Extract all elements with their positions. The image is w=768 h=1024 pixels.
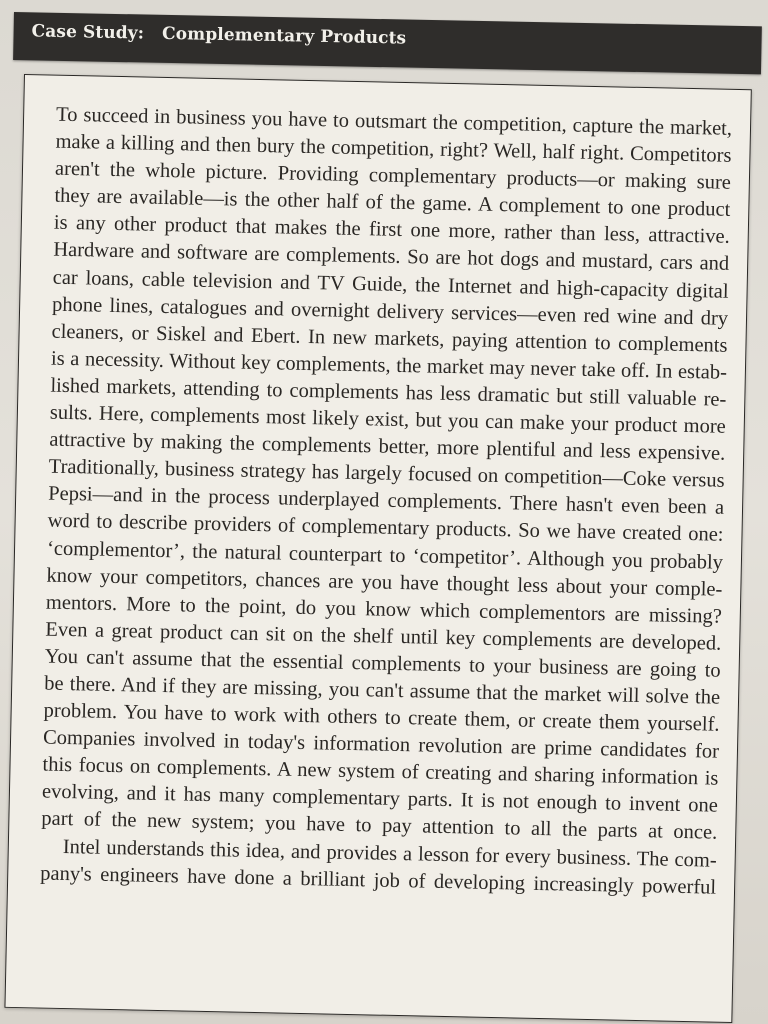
text-line: this focus on complements. A new system of creating and sharing information is <box>42 753 719 790</box>
text-line: car loans, cable television and TV Guide, the Internet and high-capacity digital <box>52 266 729 303</box>
text-line: You can't assume that the essential complements to your business are going to <box>44 645 721 682</box>
text-line: Hardware and software are complements. So are hot dogs and mustard, cars and <box>53 239 730 276</box>
text-line: part of the new system; you have to pay attention to all the parts at once. <box>41 807 718 845</box>
text-line: ‘complementor’, the natural counterpart to ‘competitor’. Although you probably <box>46 537 724 574</box>
text-line: they are available—is the other half of the game. A complement to one product <box>54 184 731 222</box>
text-line: aren't the whole picture. Providing complementary products—or making sure <box>54 157 732 195</box>
text-line: attractive by making the complements better, more plentiful and less expensive. <box>49 428 726 465</box>
text-line: Traditionally, business strategy has largely focused on competition—Coke versus <box>48 455 725 492</box>
text-line: phone lines, catalogues and overnight delivery services—even red wine and dry <box>51 293 729 330</box>
text-line: Even a great product can sit on the shelf until key complements are developed. <box>45 618 722 655</box>
text-line: Companies involved in today's information revolution are prime candidates for <box>42 726 720 763</box>
text-line: know your competitors, chances are you have thought less about your comple- <box>46 564 723 601</box>
text-line: is a necessity. Without key complements, the market may never take off. In estab- <box>50 347 728 384</box>
case-study-title: Case Study: Complementary Products <box>31 21 407 49</box>
text-line: To succeed in business you have to outsmart the competition, capture the market, <box>55 103 733 140</box>
case-study-header-bar <box>13 12 762 74</box>
text-line: lished markets, attending to complements has less dramatic but still valuable re- <box>50 374 727 411</box>
text-line: pany's engineers have done a brilliant job of developing increasingly powerful <box>40 862 717 899</box>
text-line: is any other product that makes the first one more, rather than less, attractive. <box>53 212 730 249</box>
text-line: mentors. More to the point, do you know which complementors are missing? <box>45 591 723 628</box>
text-line: word to describe providers of complementary products. So we have created one: <box>47 510 724 547</box>
text-line: make a killing and then bury the competition, right? Well, half right. Competitors <box>55 130 732 167</box>
case-study-body <box>40 102 732 902</box>
text-line: problem. You have to work with others to create them, or create them yourself. <box>43 699 720 736</box>
text-line: Intel understands this idea, and provides a lesson for every business. The com- <box>62 835 717 872</box>
text-line: sults. Here, complements most likely exist, but you can make your product more <box>49 401 726 438</box>
text-line: cleaners, or Siskel and Ebert. In new markets, paying attention to complements <box>51 320 728 357</box>
text-line: Pepsi—and in the process underplayed complements. There hasn't even been a <box>47 482 725 520</box>
text-line: evolving, and it has many complementary parts. It is not enough to invent one <box>41 780 719 818</box>
case-study-text-box <box>4 74 751 1023</box>
text-line: be there. And if they are missing, you can't assume that the market will solve the <box>44 672 721 709</box>
